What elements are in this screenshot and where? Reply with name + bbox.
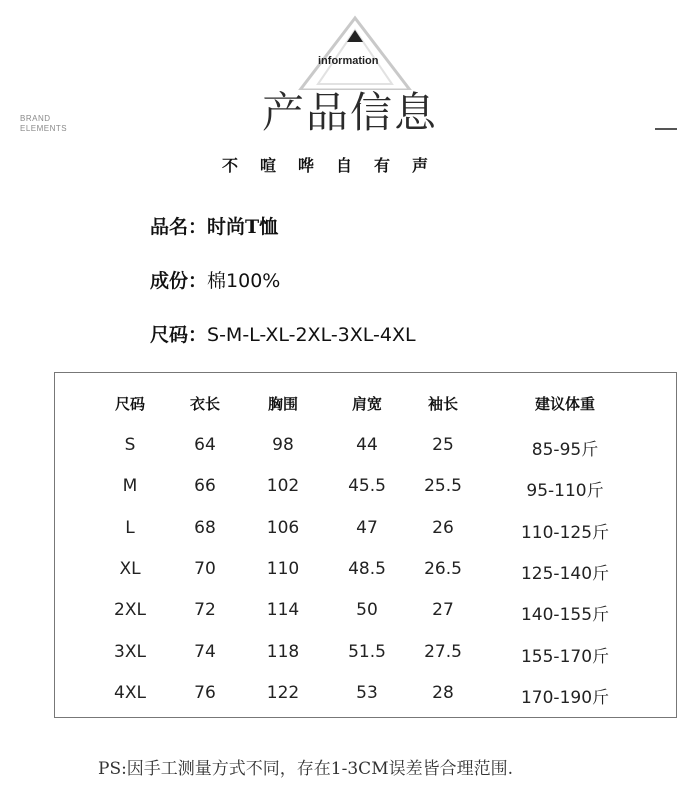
table-cell: 50 [356,600,378,621]
brand-line-2: ELEMENTS [20,124,68,133]
table-cell: 118 [266,641,300,662]
spec-name-label: 品名： [150,216,208,238]
table-cell: 2XL [114,600,146,621]
table-cell: 74 [194,641,216,662]
table-header-cell: 胸围 [267,395,299,413]
spec-name-value: 时尚T恤 [207,216,279,238]
page-title: 产品信息 [262,88,439,137]
spec-product-name [150,212,278,239]
table-cell: 3XL [114,641,146,662]
table-cell: 72 [194,600,216,621]
measurement-note: PS:因手工测量方式不同，存在1-3CM误差皆合理范围. [98,759,514,779]
slogan: 不喧哗自有声 [222,156,451,175]
table-cell: 45.5 [348,476,386,497]
table-cell: 140-155斤 [520,605,610,626]
information-triangle-icon [290,14,420,90]
table-cell: 51.5 [348,641,386,662]
table-cell: M [122,476,138,497]
table-cell: 68 [194,517,216,538]
table-cell: XL [119,558,141,579]
table-header-cell: 肩宽 [351,395,383,413]
table-header-cell: 尺码 [114,395,146,413]
table-cell: 122 [266,682,300,703]
table-cell: 110 [266,558,300,579]
brand-elements-label [20,114,67,134]
table-cell: 4XL [114,682,146,703]
table-cell: 27.5 [424,641,462,662]
table-cell: 155-170斤 [520,646,610,667]
table-cell: S [124,435,136,455]
spec-material-value: 棉100% [207,270,281,292]
table-cell: 25.5 [424,476,462,497]
table-cell: 70 [194,558,216,579]
table-cell: 106 [266,517,300,538]
table-cell: 98 [272,435,294,455]
brand-line-1: BRAND [20,114,51,123]
spec-size-label: 尺码： [150,324,208,346]
table-cell: 27 [432,600,454,621]
table-cell: 47 [356,517,378,538]
table-cell: 170-190斤 [520,687,610,708]
table-cell: 26.5 [424,558,462,579]
table-cell: 76 [194,682,216,703]
spec-size-value: S-M-L-XL-2XL-3XL-4XL [207,324,416,346]
table-cell: 48.5 [348,558,386,579]
table-cell: 110-125斤 [520,522,610,543]
table-cell: 125-140斤 [520,563,610,584]
spec-material [150,266,280,293]
table-cell: 114 [266,600,300,621]
table-cell: 64 [194,435,216,455]
table-cell: L [125,517,135,538]
table-header-cell: 袖长 [427,395,459,413]
table-cell: 44 [356,435,378,455]
table-cell: 85-95斤 [531,440,599,460]
table-cell: 66 [194,476,216,497]
spec-sizes [150,320,416,347]
size-table [54,372,677,718]
table-cell: 102 [266,476,300,497]
table-cell: 53 [356,682,378,703]
table-cell: 25 [432,435,454,455]
table-cell: 26 [432,517,454,538]
table-cell: 95-110斤 [526,481,604,502]
decorative-dash [655,128,677,130]
table-header-cell: 衣长 [189,395,221,413]
table-header-cell: 建议体重 [534,395,596,413]
spec-material-label: 成份： [150,270,208,292]
table-cell: 28 [432,682,454,703]
information-label: information [318,55,379,67]
